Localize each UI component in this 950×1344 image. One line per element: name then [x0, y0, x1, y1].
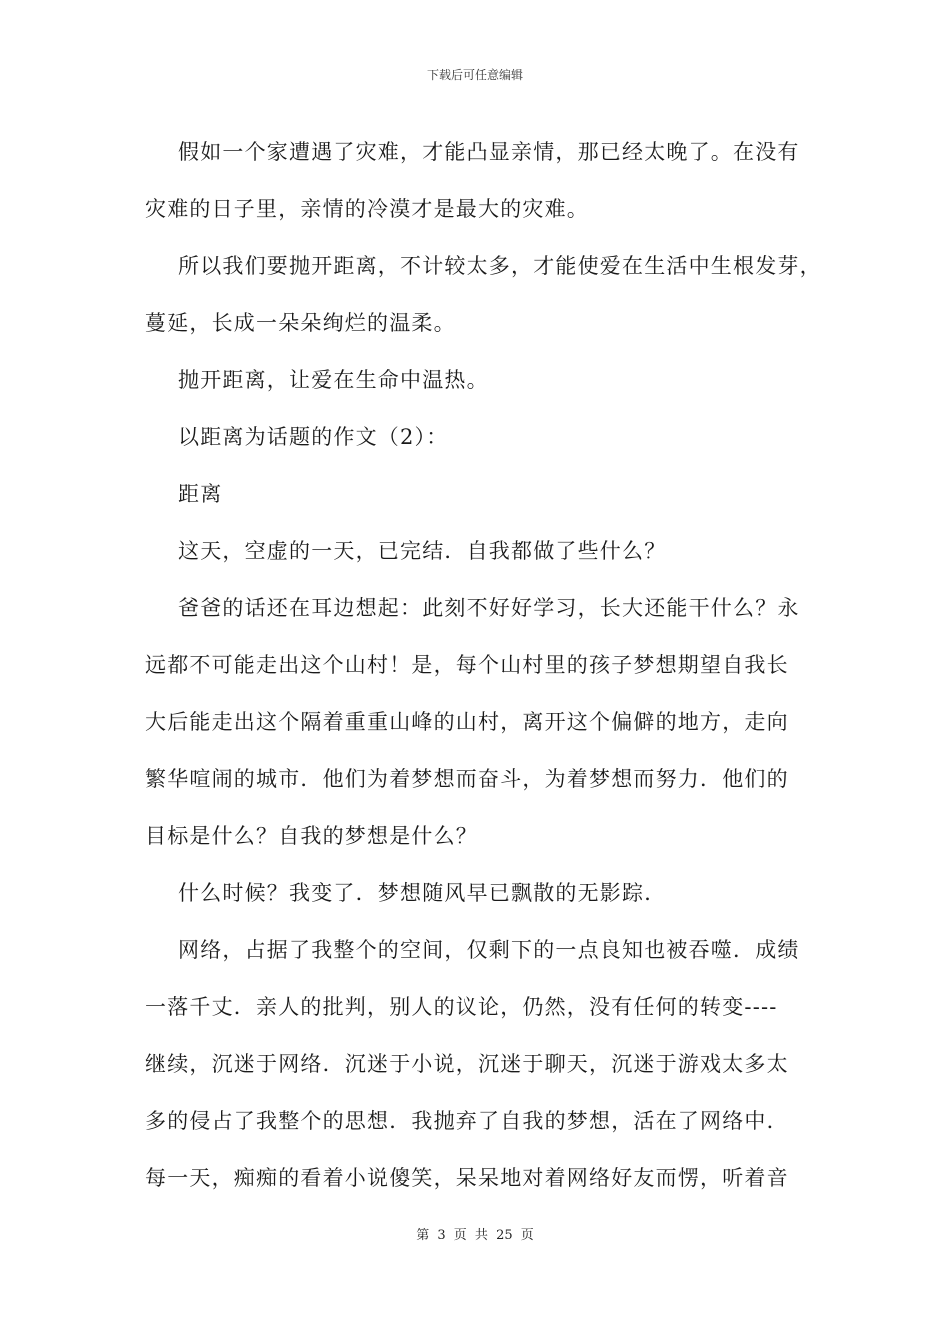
- essay-title: 距离: [178, 482, 223, 506]
- paragraph-line: 一落千丈．亲人的批判，别人的议论，仍然，没有任何的转变----: [145, 995, 778, 1019]
- paragraph-line: 假如一个家遭遇了灾难，才能凸显亲情，那已经太晚了。在没有: [178, 140, 800, 164]
- section-title: 以距离为话题的作文（2）：: [178, 425, 449, 449]
- page-footer: [0, 1228, 950, 1244]
- paragraph-line: 这天，空虚的一天，已完结．自我都做了些什么？: [178, 539, 667, 563]
- current-page-number: 3: [437, 1228, 446, 1243]
- header-text: 下载后可任意编辑: [426, 68, 523, 82]
- paragraph-line: 什么时候？我变了．梦想随风早已飘散的无影踪．: [178, 881, 667, 905]
- page-suffix: 页: [520, 1228, 534, 1243]
- page-prefix: 第: [416, 1228, 430, 1243]
- paragraph-line: 灾难的日子里，亲情的冷漠才是最大的灾难。: [145, 197, 589, 221]
- paragraph-line: 蔓延，长成一朵朵绚烂的温柔。: [145, 311, 456, 335]
- page-middle: 页 共: [453, 1228, 488, 1243]
- paragraph-line: 抛开距离，让爱在生命中温热。: [178, 368, 489, 392]
- paragraph-line: 网络，占据了我整个的空间，仅剩下的一点良知也被吞噬．成绩: [178, 938, 800, 962]
- paragraph-line: 所以我们要抛开距离，不计较太多，才能使爱在生活中生根发芽，: [178, 254, 822, 278]
- paragraph-line: 远都不可能走出这个山村！是，每个山村里的孩子梦想期望自我长: [145, 653, 789, 677]
- paragraph-line: 多的侵占了我整个的思想．我抛弃了自我的梦想，活在了网络中．: [145, 1109, 789, 1133]
- paragraph-line: 目标是什么？自我的梦想是什么？: [145, 824, 478, 848]
- paragraph-line: 继续，沉迷于网络．沉迷于小说，沉迷于聊天，沉迷于游戏太多太: [145, 1052, 789, 1076]
- paragraph-line: 每一天，痴痴的看着小说傻笑，呆呆地对着网络好友而愣，听着音: [145, 1166, 789, 1190]
- total-pages-number: 25: [496, 1228, 513, 1243]
- paragraph-line: 爸爸的话还在耳边想起：此刻不好好学习，长大还能干什么？永: [178, 596, 800, 620]
- paragraph-line: 大后能走出这个隔着重重山峰的山村，离开这个偏僻的地方，走向: [145, 710, 789, 734]
- paragraph-line: 繁华喧闹的城市．他们为着梦想而奋斗，为着梦想而努力．他们的: [145, 767, 789, 791]
